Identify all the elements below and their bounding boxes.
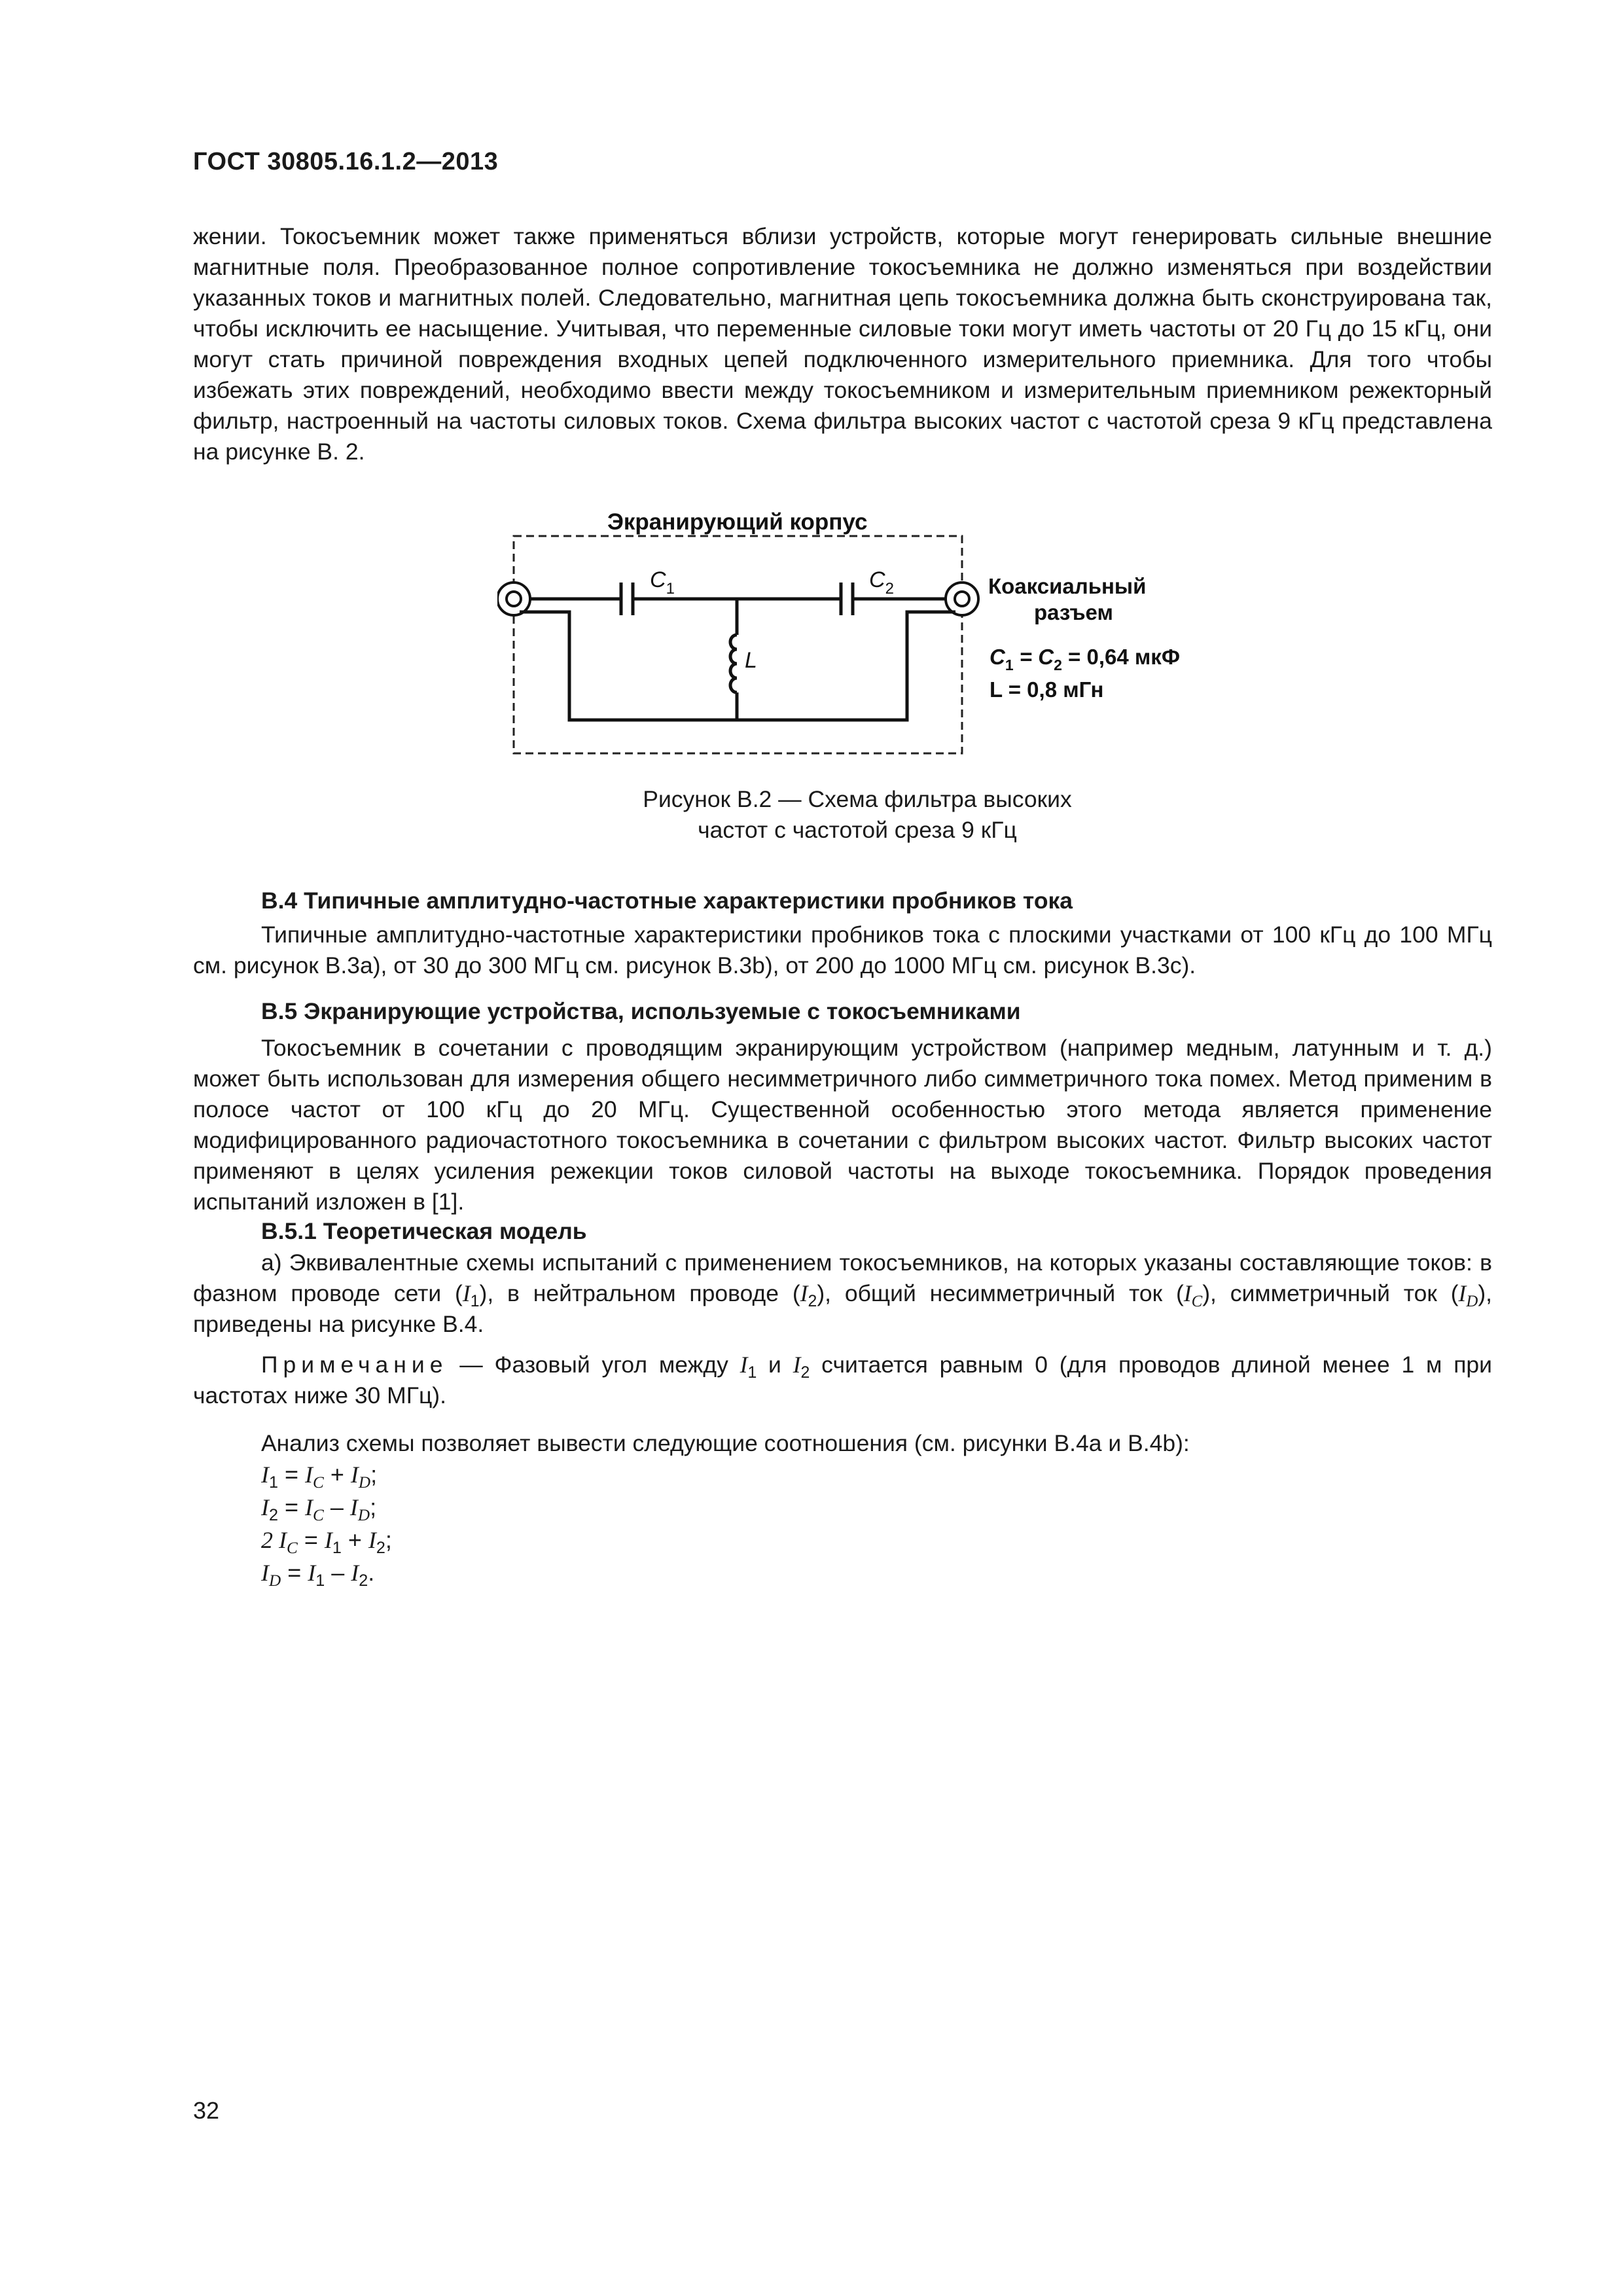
section-b51-heading: В.5.1 Теоретическая модель	[261, 1218, 587, 1244]
connector-label-line1: Коаксиальный	[988, 574, 1147, 598]
connector-label-line2: разъем	[1034, 600, 1113, 624]
formula-line: $I_1 = I_C + I_D$;	[261, 1461, 378, 1492]
l-label: L	[745, 648, 757, 673]
page-number: 32	[193, 2097, 220, 2124]
formula-line: $I_2 = I_C - I_D$;	[261, 1494, 377, 1525]
figure-caption-line1: Рисунок В.2 — Схема фильтра высоких	[643, 786, 1072, 812]
inductor-l-icon	[730, 599, 737, 720]
section-b5-heading: В.5 Экранирующие устройства, используемые с токосъемниками	[261, 998, 1021, 1024]
formula-line: 2 $I_C = I_1 + I_2$;	[261, 1526, 392, 1558]
document-header: ГОСТ 30805.16.1.2—2013	[193, 148, 499, 175]
analysis-paragraph: Анализ схемы позволяет вывести следующие соотношения (см. рисунки В.4а и В.4b):	[261, 1430, 1190, 1456]
inductance-value: L = 0,8 мГн	[990, 677, 1104, 702]
section-b5-text: Токосъемник в сочетании с проводящим экранирующим устройством (например медным, латунным и т. д.) может быть использован для измерения общего несимметричного либо симметричного тока помех. Метод применим в полосе частот от 100 кГц до 20 МГц. Существенной особенностью этого метода является применение модифицированного радиочастотного токосъемника в сочетании с фильтром высоких частот. Фильтр высоких частот применяют в целях усиления режекции токов силовой частоты на выходе токосъемника. Порядок проведения испытаний изложен в [1].	[193, 1035, 1492, 1215]
section-b51-paragraph-a: а) Эквивалентные схемы испытаний с применением токосъемников, на которых указаны составляющие токов: в фазном проводе сети $(I_1)$, в нейтральном проводе $(I_2)$, общий несимметричный ток $(I_C)$, симметричный ток $(I_D)$, приведены на рисунке В.4.	[193, 1249, 1492, 1337]
c2-label: $C_2$	[869, 567, 894, 598]
note-label: Примечание	[261, 1352, 448, 1378]
capacitor-c2-icon	[841, 583, 853, 615]
capacitor-c1-icon	[621, 583, 633, 615]
enclosure-label: Экранирующий корпус	[607, 509, 868, 535]
filter-circuit-figure	[497, 497, 1230, 772]
figure-caption	[543, 784, 1171, 846]
figure-caption-line2: частот с частотой среза 9 кГц	[698, 817, 1017, 843]
section-b4-text: Типичные амплитудно-частотные характеристики пробников тока с плоскими участками от 100 кГц до 100 МГц см. рисунок В.3а), от 30 до 300 МГц см. рисунок В.3b), от 200 до 1000 МГц см. рисунок В.3с).	[193, 922, 1492, 978]
c1-label: $C_1$	[650, 567, 675, 598]
note-paragraph: Примечание — Фазовый угол между $I_1$ и $I_2$ считается равным 0 (для проводов длиной менее 1 м при частотах ниже 30 МГц).	[193, 1352, 1492, 1408]
formula-line: $I_D = I_1 - I_2$.	[261, 1559, 375, 1590]
capacitance-value: $C_1 = C_2 = 0,64$ мкФ	[990, 645, 1180, 673]
section-b4-heading: В.4 Типичные амплитудно-частотные характеристики пробников тока	[261, 888, 1073, 914]
intro-paragraph: жении. Токосъемник может также применяться вблизи устройств, которые могут генерировать сильные внешние магнитные поля. Преобразованное полное сопротивление токосъемника не должно изменяться при воздействии указанных токов и магнитных полей. Следовательно, магнитная цепь токосъемника должна быть сконструирована так, чтобы исключить ее насыщение. Учитывая, что переменные силовые токи могут иметь частоты от 20 Гц до 15 кГц, они могут стать причиной повреждения входных цепей подключенного измерительного приемника. Для того чтобы избежать этих повреждений, необходимо ввести между токосъемником и измерительным приемником режекторный фильтр, настроенный на частоты силовых токов. Схема фильтра высоких частот с частотой среза 9 кГц представлена на рисунке В. 2.	[193, 223, 1492, 465]
circuit-diagram	[497, 497, 1230, 772]
